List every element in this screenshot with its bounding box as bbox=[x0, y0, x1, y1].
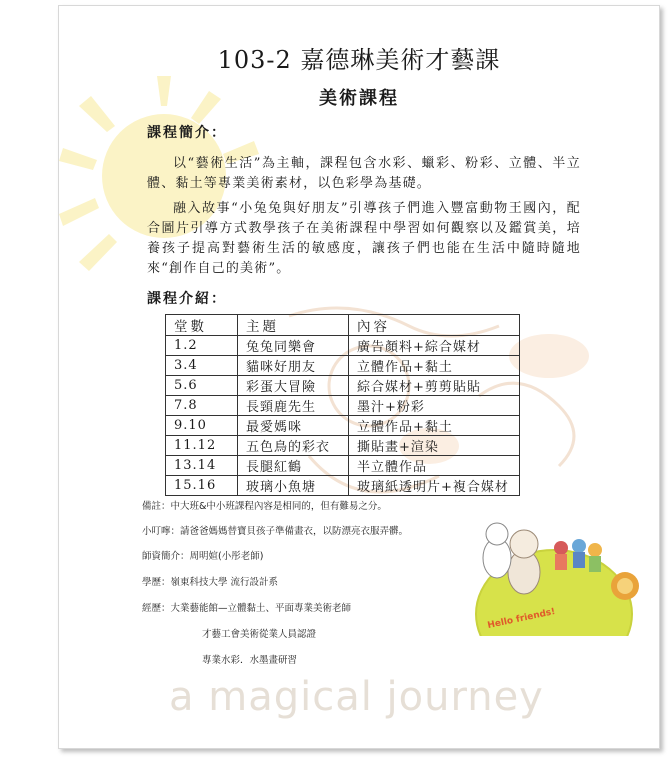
teacher-certification: 才藝工會美術從業人員認證 bbox=[202, 629, 317, 640]
table-row bbox=[166, 376, 520, 396]
document-page bbox=[58, 5, 660, 749]
content-cell: 廣告顏料+綜合媒材 bbox=[349, 336, 520, 356]
teacher-training: 專業水彩．水墨畫研習 bbox=[202, 655, 298, 666]
header-theme: 主題 bbox=[238, 315, 349, 336]
theme-cell: 兔兔同樂會 bbox=[238, 336, 349, 356]
teacher-experience: 經歷：大業藝能館—立體黏土、平面專業美術老師 bbox=[142, 603, 352, 614]
page-title: 103-2 嘉德琳美術才藝課 bbox=[217, 46, 501, 74]
intro-heading: 課程簡介： bbox=[147, 125, 227, 141]
teacher-education: 學歷：嶺東科技大學 流行設計系 bbox=[142, 577, 279, 588]
table-header-row bbox=[166, 315, 520, 336]
table-row bbox=[166, 476, 520, 496]
theme-cell: 貓咪好朋友 bbox=[238, 356, 349, 376]
table-row bbox=[166, 436, 520, 456]
content-cell: 立體作品+黏土 bbox=[349, 356, 520, 376]
intro-paragraph-2: 融入故事“小兔兔與好朋友”引導孩子們進入豐富動物王國內，配合圖片引導方式教學孩子在美術課程中學習如何觀察以及鑑賞美，培養孩子提高對藝術生活的敏感度，讓孩子們也能在生活中隨時隨地來“創作自己的美術”。 bbox=[147, 201, 581, 276]
header-session: 堂數 bbox=[166, 315, 238, 336]
document-content bbox=[59, 6, 659, 748]
session-cell: 11.12 bbox=[166, 436, 238, 456]
intro-paragraph-1: 以“藝術生活”為主軸，課程包含水彩、蠟彩、粉彩、立體、半立體、黏土等專業美術素材，以色彩學為基礎。 bbox=[147, 156, 581, 191]
hello-friends-logo: Hello friends! bbox=[486, 606, 557, 632]
table-row bbox=[166, 456, 520, 476]
session-cell: 13.14 bbox=[166, 456, 238, 476]
session-cell: 7.8 bbox=[166, 396, 238, 416]
content-cell: 墨汁+粉彩 bbox=[349, 396, 520, 416]
session-cell: 3.4 bbox=[166, 356, 238, 376]
theme-cell: 最愛媽咪 bbox=[238, 416, 349, 436]
content-cell: 撕貼畫+渲染 bbox=[349, 436, 520, 456]
watermark-text: a magical journey bbox=[169, 674, 544, 720]
theme-cell: 長腿紅鶴 bbox=[238, 456, 349, 476]
theme-cell: 五色鳥的彩衣 bbox=[238, 436, 349, 456]
table-row bbox=[166, 396, 520, 416]
session-cell: 9.10 bbox=[166, 416, 238, 436]
reminder-note: 小叮嚀：請爸爸媽媽替寶貝孩子準備畫衣，以防漂亮衣服弄髒。 bbox=[142, 526, 409, 537]
session-cell: 5.6 bbox=[166, 376, 238, 396]
course-table bbox=[165, 314, 520, 496]
page-subtitle: 美術課程 bbox=[319, 88, 399, 109]
remark-note: 備註：中大班&中小班課程內容是相同的，但有難易之分。 bbox=[142, 501, 387, 512]
content-cell: 綜合媒材+剪剪貼貼 bbox=[349, 376, 520, 396]
session-cell: 1.2 bbox=[166, 336, 238, 356]
table-row bbox=[166, 336, 520, 356]
session-cell: 15.16 bbox=[166, 476, 238, 496]
course-heading: 課程介紹： bbox=[147, 291, 227, 307]
teacher-intro: 師資簡介：周明媗(小彤老師) bbox=[142, 551, 264, 562]
table-row bbox=[166, 356, 520, 376]
header-content: 內容 bbox=[349, 315, 520, 336]
theme-cell: 玻璃小魚塘 bbox=[238, 476, 349, 496]
content-cell: 玻璃紙透明片+複合媒材 bbox=[349, 476, 520, 496]
theme-cell: 長頸鹿先生 bbox=[238, 396, 349, 416]
content-cell: 半立體作品 bbox=[349, 456, 520, 476]
content-cell: 立體作品+黏土 bbox=[349, 416, 520, 436]
theme-cell: 彩蛋大冒險 bbox=[238, 376, 349, 396]
table-row bbox=[166, 416, 520, 436]
